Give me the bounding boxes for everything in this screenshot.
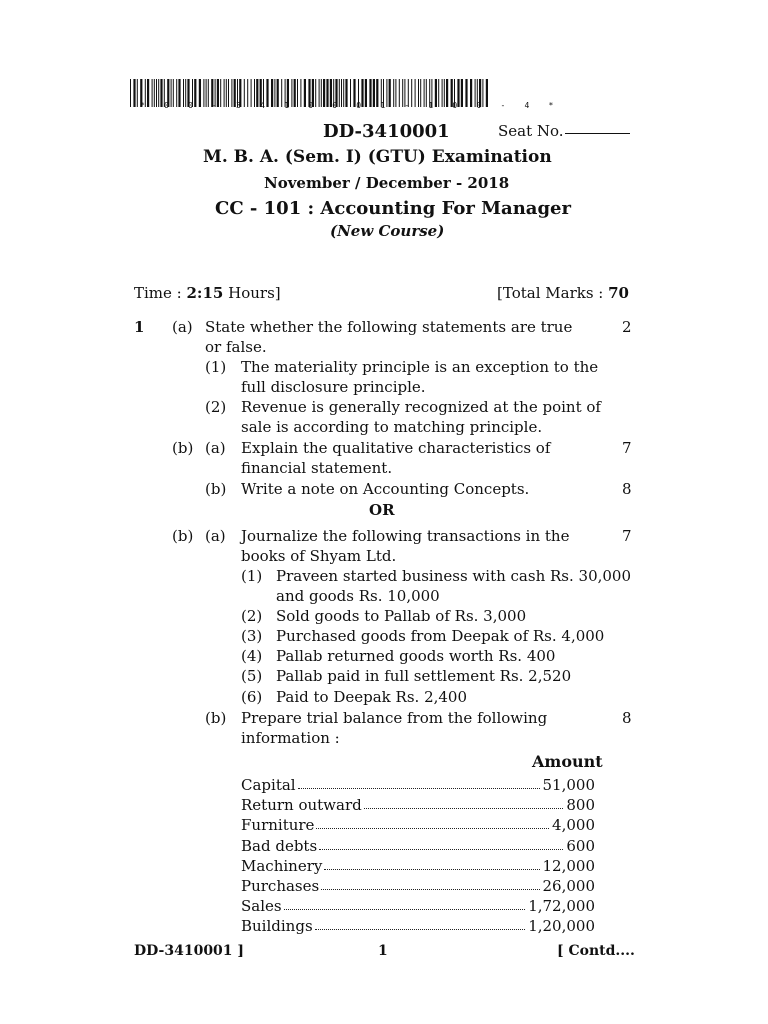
transaction-2-text: Sold goods to Pallab of Rs. 3,000 (276, 607, 527, 625)
transaction-2-num: (2) (241, 607, 263, 625)
item-amount: 4,000 (552, 816, 595, 834)
transaction-1-num: (1) (241, 567, 263, 585)
trial-balance-row (241, 875, 595, 895)
transaction-3-num: (3) (241, 627, 263, 645)
transaction-3-text: Purchased goods from Deepak of Rs. 4,000 (276, 627, 605, 645)
item-label: Buildings (241, 917, 313, 935)
item-label: Purchases (241, 877, 320, 895)
trial-balance-row (241, 915, 595, 935)
part-b-b-marks: 8 (622, 480, 632, 498)
item-amount: 600 (566, 837, 595, 855)
transaction-4-text: Pallab returned goods worth Rs. 400 (276, 647, 556, 665)
part-b-a-text: Explain the qualitative characteristics of (241, 439, 551, 457)
total-marks (497, 284, 629, 302)
statement-2-text: Revenue is generally recognized at the point of (241, 398, 601, 416)
barcode-bar (133, 79, 135, 107)
dot-leader (298, 788, 540, 789)
transaction-6-text: Paid to Deepak Rs. 2,400 (276, 688, 468, 706)
question-number: 1 (134, 318, 145, 336)
transaction-5-text: Pallab paid in full settlement Rs. 2,520 (276, 667, 572, 685)
continued-label: [ Contd.... (557, 943, 635, 959)
part-b-label: (b) (172, 439, 194, 457)
alt-part-b-a-marks: 7 (622, 527, 632, 545)
transaction-1-text-cont: and goods Rs. 10,000 (276, 587, 440, 605)
item-label: Machinery (241, 857, 323, 875)
alt-part-b-a-text: Journalize the following transactions in the (241, 527, 570, 545)
barcode-bar (137, 79, 138, 107)
time-unit: Hours] (223, 284, 281, 302)
item-label: Return outward (241, 796, 362, 814)
part-a-marks: 2 (622, 318, 632, 336)
part-b-a-text-cont: financial statement. (241, 459, 393, 477)
item-amount: 800 (566, 796, 595, 814)
trial-balance-row (241, 835, 595, 855)
course-label: (New Course) (330, 222, 445, 240)
dot-leader (364, 808, 564, 809)
trial-balance-row (241, 814, 595, 834)
time-value: 2:15 (186, 284, 224, 302)
trial-balance-row (241, 895, 595, 915)
item-amount: 1,72,000 (528, 897, 595, 915)
seat-number-field (565, 133, 630, 134)
statement-1-text-cont: full disclosure principle. (241, 378, 426, 396)
alt-part-b-label: (b) (172, 527, 194, 545)
amount-header: Amount (532, 752, 603, 771)
part-b-a-label: (a) (205, 439, 226, 457)
item-label: Furniture (241, 816, 315, 834)
alt-part-b-a-label: (a) (205, 527, 226, 545)
part-b-a-marks: 7 (622, 439, 632, 457)
subject-title: CC - 101 : Accounting For Manager (215, 198, 571, 219)
marks-value: 70 (608, 284, 629, 302)
time-allowed (134, 284, 281, 302)
part-b-b-label: (b) (205, 480, 227, 498)
trial-balance-row (241, 774, 595, 794)
transaction-4-num: (4) (241, 647, 263, 665)
statement-1-num: (1) (205, 358, 227, 376)
statement-2-num: (2) (205, 398, 227, 416)
transaction-1-text: Praveen started business with cash Rs. 30,000 (276, 567, 632, 585)
dot-leader (315, 929, 526, 930)
statement-2-text-cont: sale is according to matching principle. (241, 418, 543, 436)
item-label: Sales (241, 897, 282, 915)
part-b-b-text: Write a note on Accounting Concepts. (241, 480, 530, 498)
exam-title: M. B. A. (Sem. I) (GTU) Examination (203, 147, 552, 167)
statement-1-text: The materiality principle is an exception to the (241, 358, 599, 376)
item-amount: 26,000 (542, 877, 595, 895)
item-label: Bad debts (241, 837, 318, 855)
footer-paper-code: DD-3410001 ] (134, 943, 245, 959)
transaction-5-num: (5) (241, 667, 263, 685)
alt-part-b-b-text-cont: information : (241, 729, 340, 747)
item-amount: 12,000 (542, 857, 595, 875)
marks-label: [Total Marks : (497, 284, 609, 302)
part-a-label: (a) (172, 318, 193, 336)
trial-balance-row (241, 794, 595, 814)
alt-part-b-b-marks: 8 (622, 709, 632, 727)
alt-part-b-b-label: (b) (205, 709, 227, 727)
page-number: 1 (378, 943, 388, 959)
alt-part-b-b-text: Prepare trial balance from the following (241, 709, 548, 727)
transaction-6-num: (6) (241, 688, 263, 706)
alt-part-b-a-text-cont: books of Shyam Ltd. (241, 547, 397, 565)
item-amount: 1,20,000 (528, 917, 595, 935)
barcode-text: * 0 0 - 3 4 1 0 0 0 1 - 1 0 0 - 4 * (140, 101, 561, 110)
item-label: Capital (241, 776, 296, 794)
time-label: Time : (134, 284, 187, 302)
dot-leader (316, 828, 549, 829)
seat-number-label: Seat No. (498, 122, 564, 140)
or-separator: OR (369, 501, 395, 519)
dot-leader (324, 869, 539, 870)
barcode-bar (130, 79, 131, 107)
dot-leader (321, 889, 539, 890)
dot-leader (319, 849, 563, 850)
dot-leader (284, 909, 526, 910)
item-amount: 51,000 (542, 776, 595, 794)
part-a-text: State whether the following statements are true (205, 318, 573, 336)
part-a-text-cont: or false. (205, 338, 267, 356)
trial-balance-row (241, 855, 595, 875)
exam-session: November / December - 2018 (264, 174, 510, 192)
paper-code: DD-3410001 (323, 121, 450, 142)
